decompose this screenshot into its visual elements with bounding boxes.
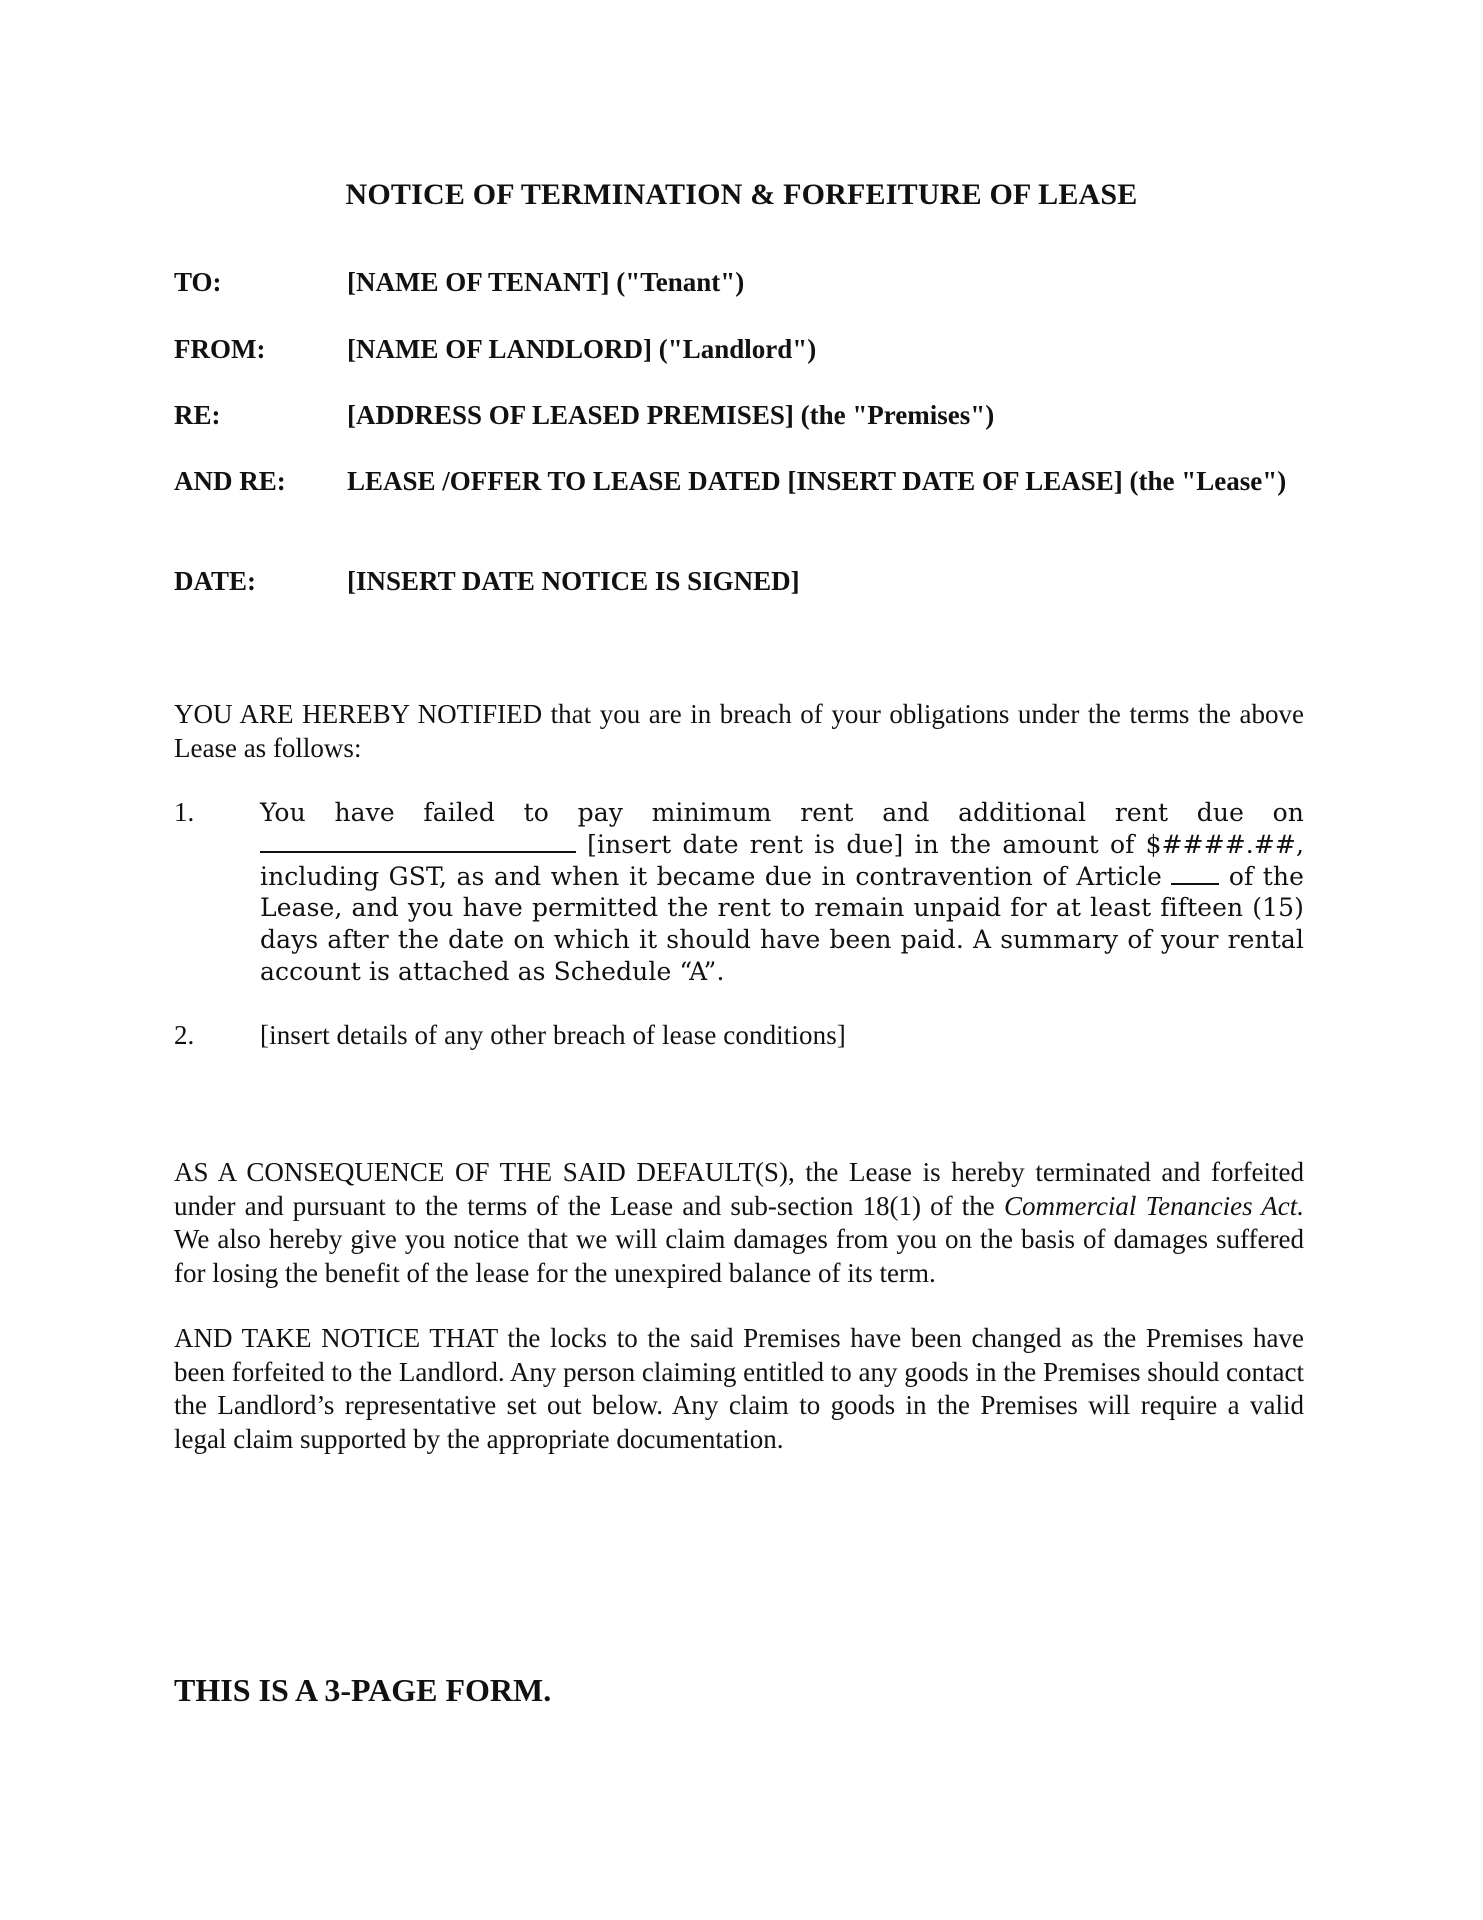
article-blank-line — [1171, 861, 1219, 885]
date-label: DATE: — [174, 566, 257, 596]
consequence-text-a: AS A CONSEQUENCE OF THE SAID DEFAULT(S), the Lease is hereby terminated and forfeited under and pursuant to the terms of the Lease and sub-section 18(1) of the — [174, 1157, 1304, 1221]
act-name: Commercial Tenancies Act. — [1003, 1190, 1304, 1221]
list-item-text-c: of the Lease, and you have permitted the rent to remain unpaid for at least fifteen (15) days after the date on which it should have been paid. A summary of your rental account is attached as Schedule “A”. — [260, 861, 1305, 986]
document-title: NOTICE OF TERMINATION & FORFEITURE OF LEASE — [345, 178, 1138, 211]
date-value: [INSERT DATE NOTICE IS SIGNED] — [347, 566, 800, 596]
consequence-text-b: We also hereby give you notice that we will claim damages from you on the basis of damages suffered for losing the benefit of the lease for the unexpired balance of its term. — [174, 1224, 1304, 1288]
list-item-body: [insert details of any other breach of lease conditions] — [260, 1020, 846, 1050]
form-length-note: THIS IS A 3-PAGE FORM. — [174, 1672, 552, 1708]
from-label: FROM: — [174, 334, 266, 364]
list-item-number: 1. — [174, 797, 195, 827]
list-item-number: 2. — [174, 1020, 195, 1050]
list-item-text-a: You have failed to pay minimum rent and additional rent due on — [260, 798, 1304, 827]
to-value: [NAME OF TENANT] ("Tenant") — [347, 267, 745, 297]
to-label: TO: — [174, 267, 222, 297]
consequence-paragraph — [174, 1156, 1304, 1290]
take-notice-paragraph: AND TAKE NOTICE THAT the locks to the said Premises have been changed as the Premises have been forfeited to the Landlord. Any person claiming entitled to any goods in the Premises should contact the Landlord’s representative set out below. Any claim to goods in the Premises will require a valid legal claim supported by the appropriate documentation. — [174, 1323, 1304, 1454]
list-item-body — [260, 797, 1304, 988]
date-blank-line — [260, 829, 576, 853]
re-value: [ADDRESS OF LEASED PREMISES] (the "Premises") — [347, 400, 995, 430]
andre-label: AND RE: — [174, 466, 286, 496]
from-value: [NAME OF LANDLORD] ("Landlord") — [347, 334, 817, 364]
andre-value: LEASE /OFFER TO LEASE DATED [INSERT DATE OF LEASE] (the "Lease") — [347, 466, 1287, 496]
intro-paragraph: YOU ARE HEREBY NOTIFIED that you are in breach of your obligations under the terms the above Lease as follows: — [174, 699, 1304, 763]
re-label: RE: — [174, 400, 221, 430]
list-item-text-b: [insert date rent is due] in the amount of $####.##, including GST, as and when it became due in contravention of Article — [260, 829, 1304, 891]
